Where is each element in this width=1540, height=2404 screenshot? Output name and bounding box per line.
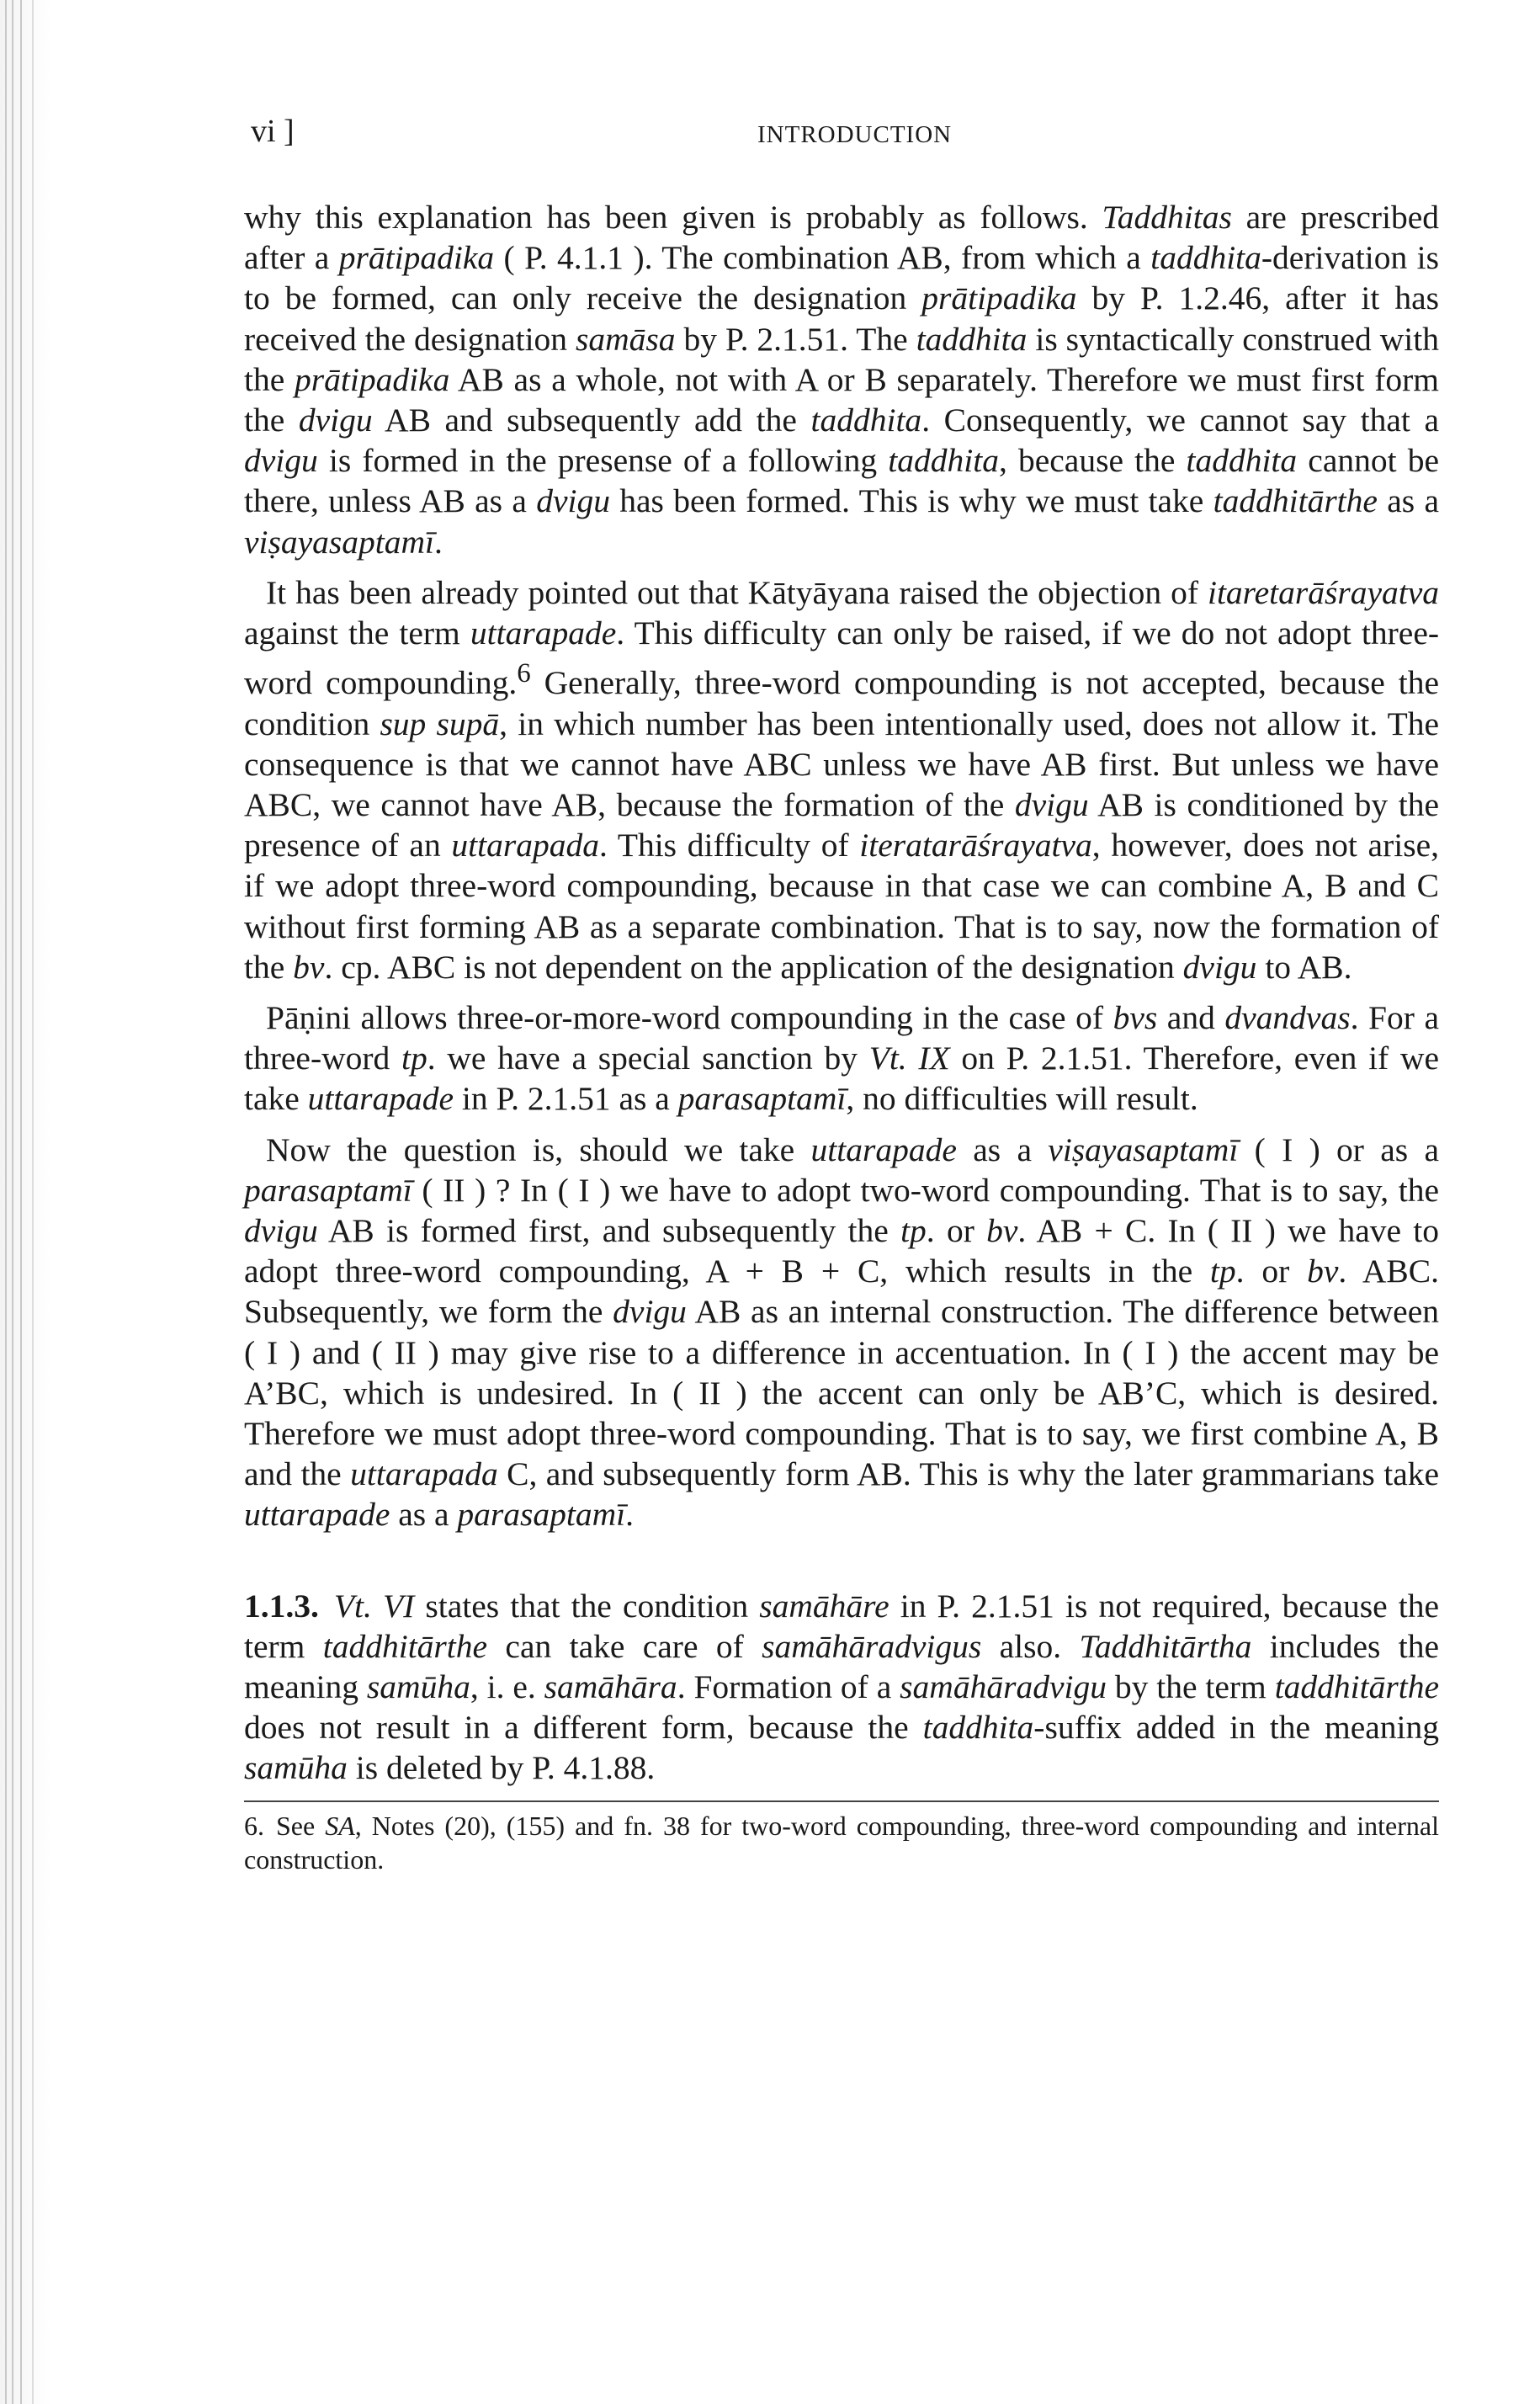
paragraph-section-1-1-3 (244, 1586, 1439, 1789)
text-run: can take care of (487, 1627, 762, 1665)
text-run: to AB. (1256, 948, 1352, 986)
text-run: AB as a whole, not with A or B separately. Therefore we must first form the (244, 360, 1439, 439)
text-run: does not result in a different form, because the (244, 1709, 923, 1747)
footnote-divider (244, 1800, 1439, 1802)
text-run: states that the condition (414, 1587, 760, 1625)
italic-term: dvigu (613, 1293, 687, 1331)
italic-term: samāsa (576, 320, 676, 358)
page-header (244, 109, 1439, 160)
paragraph-3 (244, 997, 1439, 1120)
text-run: ( II ) ? In ( I ) we have to adopt two-word compounding. That is to say, the (412, 1171, 1439, 1209)
italic-term: tp (900, 1212, 927, 1250)
text-run: . or (1235, 1253, 1308, 1290)
footnote-6 (244, 1809, 1439, 1876)
page-number: vi ] (251, 114, 295, 149)
text-run: Generally, three-word compounding is not accepted, because the condition (244, 664, 1439, 742)
italic-term: samāhāre (759, 1587, 889, 1625)
text-run: are prescribed after a (244, 199, 1440, 277)
italic-term: bv (293, 948, 325, 986)
italic-term: dvigu (244, 1212, 318, 1250)
text-run: by P. 2.1.51. The (675, 320, 916, 358)
text-run: is syntactically construed with the (244, 320, 1439, 398)
footnote-number: 6. (244, 1810, 264, 1841)
text-run: AB is conditioned by the presence of an (244, 786, 1439, 864)
italic-term: taddhita (888, 442, 999, 480)
italic-term: iteratarāśrayatva (859, 827, 1092, 864)
text-run: . AB + C. In ( II ) we have to adopt three-word compounding, A + B + C, which results in the (244, 1212, 1440, 1290)
italic-term: taddhita (916, 320, 1028, 358)
text-run: Pāṇini allows three-or-more-word compounding in the case of (266, 999, 1113, 1037)
text-run: . we have a special sanction by (427, 1040, 869, 1077)
italic-term: SA (325, 1810, 355, 1841)
italic-term: Vt. IX (868, 1040, 950, 1077)
text-run: C, and subsequently form AB. This is why the later grammarians take (497, 1455, 1440, 1493)
text-run: on P. 2.1.51. Therefore, even if we take (244, 1040, 1440, 1118)
italic-term: taddhitārthe (1274, 1668, 1439, 1706)
italic-term: uttarapade (307, 1080, 454, 1118)
italic-term: parasaptamī (677, 1080, 847, 1118)
footnote-reference: 6 (517, 658, 531, 689)
text-run: as a (956, 1130, 1049, 1168)
text-run: in P. 2.1.51 as a (454, 1080, 678, 1118)
italic-term: dvigu (536, 482, 610, 520)
text-run: , however, does not arise, if we adopt three-word compounding, because in that case we can combine A, B and C without first forming AB as a separate combination. That is to say, now the formation of the (244, 827, 1439, 986)
text-run: AB and subsequently add the (372, 402, 811, 439)
italic-term: uttarapade (810, 1130, 957, 1168)
text-run: as a (390, 1496, 458, 1534)
italic-term: bvs (1113, 999, 1158, 1037)
italic-term: dvandvas (1224, 999, 1351, 1037)
section-number: 1.1.3. (244, 1587, 319, 1625)
italic-term: uttarapade (244, 1496, 390, 1534)
paragraph-2 (244, 572, 1439, 987)
text-run: includes the meaning (244, 1627, 1439, 1706)
footnote-text (244, 1811, 1439, 1875)
text-run: , in which number has been intentionally used, does not allow it. The consequence is that we cannot have ABC unless we have AB first. But unless we have ABC, we cannot have AB, because the formation of the (244, 705, 1439, 823)
text-run: in P. 2.1.51 is not required, because the term (244, 1587, 1439, 1665)
text-run: as a (1377, 482, 1439, 520)
text-run: Now the question is, should we take (266, 1130, 811, 1168)
italic-term: prātipadika (921, 279, 1077, 317)
text-run: -suffix added in the meaning (1033, 1709, 1439, 1747)
italic-term: Taddhitas (1102, 199, 1232, 236)
text-run: ( P. 4.1.1 ). The combination AB, from which a (494, 239, 1151, 277)
text-run: . This difficulty can only be raised, if we do not adopt three-word compounding. (244, 614, 1439, 702)
italic-term: samūha (244, 1749, 348, 1787)
italic-term: samāhāradvigu (900, 1668, 1107, 1706)
text-run: cannot be there, unless AB as a (244, 442, 1439, 520)
text-run: , no difficulties will result. (846, 1080, 1198, 1118)
text-run: -derivation is to be formed, can only receive the designation (244, 239, 1439, 317)
italic-term: sup supā (380, 705, 500, 742)
paragraph-1 (244, 197, 1439, 562)
italic-term: samāhāra (544, 1668, 677, 1706)
italic-term: dvigu (298, 402, 373, 439)
text-run: why this explanation has been given is probably as follows. (244, 199, 1102, 236)
italic-term: dvigu (244, 442, 318, 480)
text-run: , i. e. (470, 1668, 544, 1706)
text-run: and (1157, 999, 1225, 1037)
running-title: INTRODUCTION (757, 121, 953, 148)
italic-term: dvigu (1014, 786, 1089, 823)
text-run: . cp. ABC is not dependent on the application of the designation (324, 948, 1183, 986)
italic-term: samūha (366, 1668, 470, 1706)
text-run: . Formation of a (677, 1668, 900, 1706)
italic-term: uttarapada (451, 827, 599, 864)
italic-term: taddhita (922, 1709, 1034, 1747)
italic-term: uttarapada (350, 1455, 498, 1493)
italic-term: Taddhitārtha (1079, 1627, 1252, 1665)
text-run: against the term (244, 614, 470, 652)
italic-term: bv (1307, 1253, 1339, 1290)
italic-term: dvigu (1182, 948, 1257, 986)
italic-term: parasaptamī (457, 1496, 626, 1534)
italic-term: tp (1209, 1253, 1236, 1290)
italic-term: bv (986, 1212, 1018, 1250)
italic-term: prātipadika (295, 360, 450, 398)
text-run: , Notes (20), (155) and fn. 38 for two-word compounding, three-word compounding and internal construction. (244, 1810, 1440, 1875)
italic-term: viṣayasaptamī (1048, 1130, 1239, 1168)
text-run: See (276, 1810, 326, 1841)
text-run: . ABC. Subsequently, we form the (244, 1253, 1439, 1331)
text-run: , because the (998, 442, 1187, 480)
text-run: . (434, 523, 443, 561)
text-run: AB as an internal construction. The difference between ( I ) and ( II ) may give rise to a difference in accentuation. In ( I ) the accent may be A’BC, which is undesired. In ( II ) the accent can only be AB’C, which is desired. Therefore we must adopt three-word compounding. That is to say, we first combine A, B and the (244, 1293, 1439, 1493)
italic-term: tp (401, 1040, 427, 1077)
text-run: also. (981, 1627, 1080, 1665)
italic-term: taddhitārthe (322, 1627, 488, 1665)
text-run: is formed in the presense of a following (317, 442, 889, 480)
text-run: ( I ) or as a (1238, 1130, 1440, 1168)
italic-term: taddhitārthe (1213, 482, 1378, 520)
text-run: . Consequently, we cannot say that a (921, 402, 1439, 439)
text-run: AB is formed first, and subsequently the (317, 1212, 901, 1250)
text-run: . (625, 1496, 635, 1534)
text-run: is deleted by P. 4.1.88. (347, 1749, 656, 1787)
italic-term: prātipadika (338, 239, 495, 277)
book-binding-edge (0, 0, 50, 2404)
text-run: by the term (1106, 1668, 1275, 1706)
italic-term: itaretarāśrayatva (1207, 573, 1439, 611)
italic-term: viṣayasaptamī (244, 523, 435, 561)
italic-term: taddhita (1186, 442, 1298, 480)
italic-term: Vt. VI (333, 1587, 415, 1625)
text-run: . For a three-word (244, 999, 1439, 1077)
italic-term: samāhāradvigus (762, 1627, 982, 1665)
book-page (244, 109, 1439, 1876)
paragraph-4 (244, 1130, 1439, 1535)
italic-term: taddhita (810, 402, 922, 439)
text-run: It has been already pointed out that Kātyāyana raised the objection of (266, 573, 1208, 611)
body-text (244, 197, 1439, 1789)
text-run: . This difficulty of (598, 827, 860, 864)
italic-term: parasaptamī (244, 1171, 412, 1209)
text-run: . or (926, 1212, 987, 1250)
text-run: has been formed. This is why we must take (609, 482, 1213, 520)
italic-term: uttarapade (470, 614, 617, 652)
italic-term: taddhita (1150, 239, 1261, 277)
text-run: by P. 1.2.46, after it has received the designation (244, 279, 1440, 358)
